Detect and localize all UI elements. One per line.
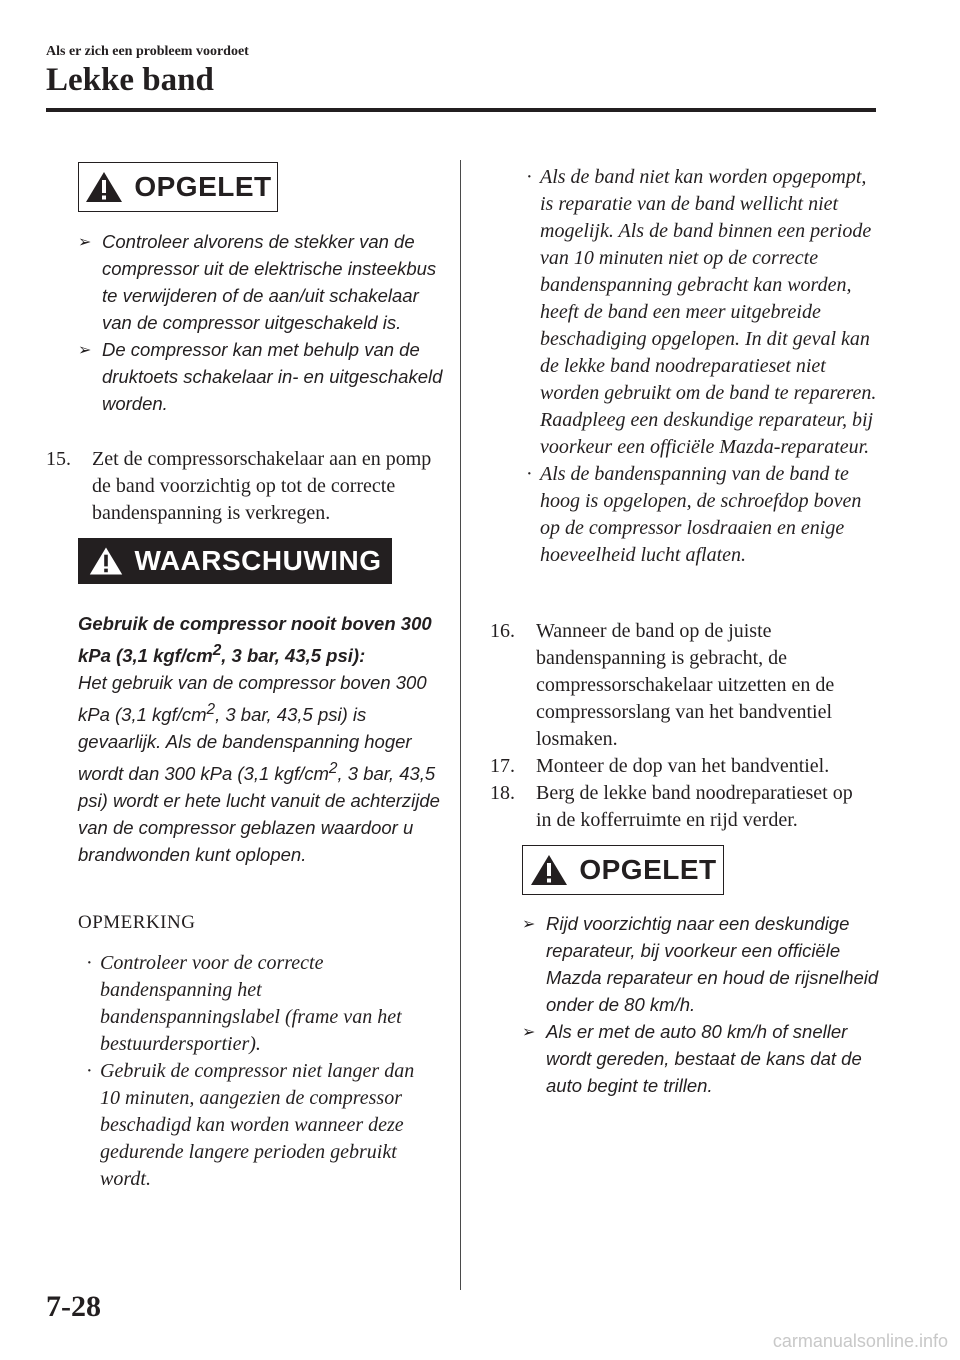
warning-triangle-icon — [529, 853, 569, 887]
step-18: 18. Berg de lekke band noodreparatieset op in de kofferruimte en rijd verder. — [490, 782, 853, 831]
arrow-bullet-icon: ➢ — [522, 914, 536, 933]
steps-right — [490, 618, 870, 834]
step-number: 15. — [46, 448, 71, 470]
warning-body: Het gebruik van de compressor boven 300 kPa (3,1 kgf/$cm^2$, 3 bar, 43,5 psi) is gevaarlijk. Als de bandenspanning hoger wordt dan 300 kPa (3,1 kgf/$cm^2$, 3 bar, 43,5 psi) wordt er hete lucht vanuit de achterzijde van de compressor geblazen waardoor u brandwonden kunt oplopen. — [78, 672, 440, 866]
caution-box-left — [78, 162, 278, 212]
caution-label: OPGELET — [579, 854, 717, 885]
warning-triangle-icon — [84, 170, 124, 204]
arrow-bullet-icon: ➢ — [78, 232, 92, 251]
bullet-dot-icon: · — [526, 166, 533, 188]
note-label: OPMERKING — [78, 912, 196, 933]
step-17: 17. Monteer de dop van het bandventiel. — [490, 755, 830, 777]
arrow-bullet-icon: ➢ — [78, 340, 92, 359]
caution-label: OPGELET — [134, 171, 272, 202]
caution-list-left — [78, 228, 448, 417]
warning-label: WAARSCHUWING — [134, 545, 382, 576]
caution-item: ➢ Als er met de auto 80 km/h of sneller wordt gereden, bestaat de kans dat de auto begint te trillen. — [522, 1018, 882, 1099]
caution-item: ➢ De compressor kan met behulp van de druktoets schakelaar in- en uitgeschakeld worden. — [78, 336, 448, 417]
caution-item: ➢ Rijd voorzichtig naar een deskundige reparateur, bij voorkeur een officiële Mazda reparateur en houd de rijsnelheid onder de 80 km/h. — [522, 910, 882, 1018]
watermark: carmanualsonline.info — [772, 1331, 948, 1351]
page-title: Lekke band — [46, 62, 214, 98]
caution-box-right — [522, 845, 724, 895]
note-list-right — [526, 164, 878, 569]
step-16: 16. Wanneer de band op de juiste bandenspanning is gebracht, de compressorschakelaar uitzetten en de compressorslang van het bandventiel losmaken. — [490, 620, 835, 750]
section-header: Als er zich een probleem voordoet — [46, 44, 249, 59]
note-item: · Als de band niet kan worden opgepompt, is reparatie van de band wellicht niet mogelijk. Als de band binnen een periode van 10 minuten niet op de correcte bandenspanning gebracht kan worden, heeft de band een meer uitgebreide beschadiging opgelopen. In dit geval kan de lekke band noodreparatieset niet worden gebruikt om de band te repareren. Raadpleeg een deskundige reparateur, bij voorkeur een officiële Mazda-reparateur. — [526, 166, 877, 458]
page-number: 7-28 — [46, 1290, 101, 1323]
arrow-bullet-icon: ➢ — [522, 1022, 536, 1041]
step-text: Zet de compressorschakelaar aan en pomp de band voorzichtig op tot de correcte bandenspanning is verkregen. — [92, 448, 432, 524]
warning-triangle-icon — [88, 545, 124, 577]
caution-item: ➢ Controleer alvorens de stekker van de compressor uit de elektrische insteekbus te verwijderen of de aan/uit schakelaar van de compressor uitgeschakeld is. — [78, 228, 448, 336]
bullet-dot-icon: · — [86, 952, 93, 974]
warning-box — [78, 538, 392, 584]
step-15 — [46, 446, 446, 527]
header-rule — [46, 108, 876, 112]
note-item: · Controleer voor de correcte bandenspanning het bandenspanningslabel (frame van het bestuurdersportier). — [86, 952, 402, 1055]
column-divider — [460, 160, 461, 1290]
bullet-dot-icon: · — [86, 1060, 93, 1082]
note-list-left — [86, 950, 436, 1193]
bullet-dot-icon: · — [526, 463, 533, 485]
caution-list-right — [522, 910, 882, 1099]
note-item: · Gebruik de compressor niet langer dan 10 minuten, aangezien de compressor beschadigd kan worden wanneer deze gedurende langere perioden gebruikt wordt. — [86, 1060, 415, 1190]
warning-heading: Gebruik de compressor nooit boven 300 kPa (3,1 kgf/$cm^2$, 3 bar, 43,5 psi): — [78, 613, 432, 667]
note-item: · Als de bandenspanning van de band te hoog is opgelopen, de schroefdop boven op de compressor losdraaien en enige hoeveelheid lucht aflaten. — [526, 463, 862, 566]
warning-text — [78, 610, 448, 868]
